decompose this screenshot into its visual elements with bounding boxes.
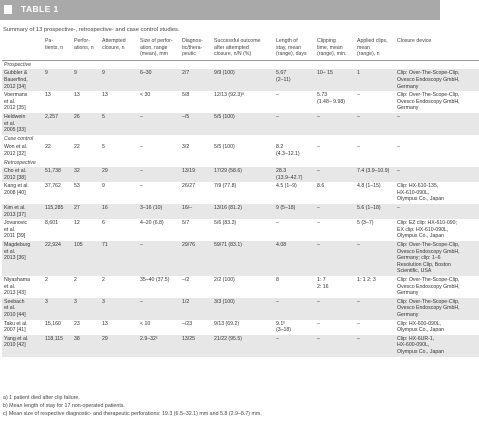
table-cell: 13: [102, 320, 108, 327]
table-cell: 3/2: [182, 144, 190, 151]
table-cell: 8,601: [45, 220, 58, 227]
study-cell: Gubbler & Bauerfind, 2012 [34]: [2, 69, 43, 91]
table-cell: –: [355, 113, 395, 135]
table-cell: 9: [43, 69, 72, 91]
table-cell: 5/8: [182, 92, 190, 99]
table-cell: 6: [102, 220, 105, 227]
table-cell: 1/2: [180, 298, 212, 320]
table-cell: 13: [102, 92, 108, 99]
study-cell: Heldwein et al. 2005 [33]: [2, 113, 43, 135]
table-cell: 17/29 (58.6): [212, 167, 274, 182]
study-cell: Cho et al. 2012 [38]: [2, 167, 43, 182]
study-cell: Taku et al. 2007 [41]: [4, 320, 28, 334]
table-cell: 3: [72, 298, 100, 320]
table-cell: 2.9–32ᶜ: [138, 335, 180, 357]
study-cell: Yang et al. 2010 [42]: [2, 335, 43, 357]
table-cell: 22,924: [43, 241, 72, 276]
table-header: [2, 37, 479, 60]
studies-table: [2, 37, 479, 357]
table-cell: 9: [72, 69, 100, 91]
table-cell: 10– 15: [315, 69, 355, 91]
study-cell: Kang et al. 2008 [40]: [4, 183, 29, 196]
table-cell: 22: [74, 144, 80, 151]
table-cell: 51,738: [43, 167, 72, 182]
study-cell: Jovanovic et al. 2011 [39]: [4, 220, 28, 240]
column-header: Clipping time, mean (range), min.: [315, 37, 355, 60]
table-cell: 13: [45, 92, 51, 99]
table-cell: –: [138, 241, 180, 276]
column-header: [2, 37, 43, 60]
table-cell: –: [138, 167, 180, 182]
table-cell: Clip: HX-6UR-1, HX-600-090L, Olympus Co., Japan: [395, 335, 479, 357]
table-cell: –: [138, 298, 180, 320]
table-cell: 5/5 (100): [212, 113, 274, 135]
table-cell: Clip: EZ clip: HX-610-090; EX clip: HX-610-090L, Olympus Co., Japan: [397, 220, 457, 240]
table-cell: –/23: [182, 320, 193, 327]
table-cell: 9.1ᵇ (3–18): [276, 320, 291, 334]
table-cell: 2/7: [180, 69, 212, 91]
table-cell: 23: [74, 320, 80, 327]
table-cell: Clip: Over-The-Scope-Clip, Ovesco Endoscopy GmbH, Germany: [395, 69, 479, 91]
table-cell: –: [274, 113, 315, 135]
study-cell: Won et al. 2012 [32]: [4, 144, 28, 157]
table-cell: 16: [100, 204, 138, 219]
table-row: [2, 204, 479, 219]
table-row: [2, 320, 479, 335]
table-cell: 4–20 (6.8): [140, 220, 164, 227]
table-cell: 12/13 (92.3)ᵃ: [214, 92, 244, 99]
table-cell: 37,762: [45, 183, 61, 190]
table-cell: –: [357, 144, 360, 151]
table-row: [2, 143, 479, 158]
table-cell: 2: [74, 277, 77, 283]
table-cell: –: [315, 241, 355, 276]
table-cell: 5: [102, 144, 105, 151]
table-cell: 4.5 (1–9): [276, 183, 297, 190]
table-title-bar: [0, 0, 440, 20]
table-cell: 8: [276, 277, 279, 283]
table-cell: 59/71 (83.1): [212, 241, 274, 276]
table-cell: 21/22 (95.5): [212, 335, 274, 357]
table-cell: –: [315, 204, 355, 219]
table-cell: –: [317, 320, 320, 327]
table-cell: < 10: [140, 320, 151, 327]
column-header: Closure device: [395, 37, 479, 60]
table-cell: –: [315, 335, 355, 357]
table-title: TABLE 1: [21, 4, 59, 14]
table-cell: 32: [72, 167, 100, 182]
table-cell: 118,115: [43, 335, 72, 357]
table-cell: Clip: HX-600-090L, Olympus Co., Japan: [397, 320, 444, 334]
table-cell: 5/6 (83.3): [214, 220, 237, 227]
table-cell: 2/2 (100): [214, 277, 235, 283]
table-row: [2, 298, 479, 320]
table-cell: 1: [355, 69, 395, 91]
table-cell: –: [274, 298, 315, 320]
table-cell: 13/25: [180, 335, 212, 357]
table-cell: 1: 7 2: 16: [317, 277, 329, 290]
table-cell: < 30: [140, 92, 151, 99]
table-cell: –: [397, 144, 400, 151]
table-cell: 4.08: [274, 241, 315, 276]
section-row: [2, 159, 479, 168]
table-cell: 16/–: [180, 204, 212, 219]
table-cell: 7/9 (77.8): [214, 183, 237, 190]
column-header: Successful outcome after attempted closure, n/N (%): [212, 37, 274, 60]
table-cell: 5.67 (2–11): [274, 69, 315, 91]
column-header: Length of stay, mean (range), days: [274, 37, 315, 60]
section-row: [2, 135, 479, 144]
table-cell: –: [355, 298, 395, 320]
table-cell: 12: [74, 220, 80, 227]
column-header: Attempted closure, n: [100, 37, 138, 60]
table-cell: –: [357, 92, 360, 99]
table-body: [2, 60, 479, 356]
table-cell: Clip: HX-610-135, HX-610-090L, Olympus Co., Japan: [397, 183, 444, 203]
table-row: [2, 91, 479, 113]
column-header: Diagnos- tic/thera- peutic: [180, 37, 212, 60]
footnote: a) 1 patient died after clip failure.: [3, 395, 80, 401]
table-cell: 26/27: [182, 183, 195, 190]
column-header: Applied clips, mean (range), n: [355, 37, 395, 60]
table-cell: 2: [102, 277, 105, 283]
study-cell: Niyashama et al. 2013 [43]: [4, 277, 30, 297]
table-cell: –/5: [180, 113, 212, 135]
table-cell: 13/19: [180, 167, 212, 182]
table-cell: 53: [74, 183, 80, 190]
table-cell: 5/7: [182, 220, 190, 227]
section-label: Case control: [4, 135, 34, 142]
table-cell: 35–40 (37.5): [140, 277, 170, 283]
table-row: [2, 335, 479, 357]
table-cell: 5.6 (1–18): [355, 204, 395, 219]
table-cell: 22: [45, 144, 51, 151]
title-square-icon: [4, 5, 12, 14]
section-row: [2, 60, 479, 69]
table-cell: –: [395, 167, 479, 182]
table-cell: –: [140, 144, 143, 151]
table-cell: –: [395, 204, 479, 219]
table-cell: 9: [100, 69, 138, 91]
table-cell: –: [140, 183, 143, 190]
table-cell: 5/5 (100): [214, 144, 235, 151]
table-cell: –: [276, 92, 279, 99]
table-cell: 4.8 (1–15): [357, 183, 381, 190]
table-cell: 3–16 (10): [138, 204, 180, 219]
section-label: Prospective: [4, 61, 32, 68]
table-cell: 13: [74, 92, 80, 99]
table-cell: 3/3 (100): [212, 298, 274, 320]
table-cell: –: [274, 335, 315, 357]
table-cell: –: [315, 113, 355, 135]
table-cell: 3: [43, 298, 72, 320]
table-cell: 28.3 (13.9–42.7): [274, 167, 315, 182]
table-cell: –: [357, 320, 360, 327]
table-row: [2, 69, 479, 91]
table-cell: 9 (5–18): [274, 204, 315, 219]
table-cell: 29/76: [180, 241, 212, 276]
study-cell: Kim et al. 2013 [37]: [2, 204, 43, 219]
table-cell: Clip: Over-The-Scope-Clip, Ovesco Endoscopy GmbH, Germany: [397, 92, 460, 112]
table-cell: 71: [100, 241, 138, 276]
table-cell: 9/13 (69.2): [214, 320, 240, 327]
table-cell: 5 (3–7): [357, 220, 374, 227]
table-cell: 5.73 (1.48– 9.98): [317, 92, 345, 105]
header-row: [2, 37, 479, 60]
table-cell: 2,257: [43, 113, 72, 135]
table-cell: 115,285: [43, 204, 72, 219]
table-cell: 7.4 (3.9–10.9): [355, 167, 395, 182]
column-header: Pa- tients, n: [43, 37, 72, 60]
table-cell: 8.6: [317, 183, 325, 190]
table-cell: 8.2 (4.3–12.1): [276, 144, 300, 157]
table-cell: 105: [72, 241, 100, 276]
study-cell: Voermans et al. 2012 [35]: [4, 92, 28, 112]
table-row: [2, 276, 479, 298]
table-cell: Clip: Over-The-Scope-Clip, Ovesco Endoscopy GmbH, Germany: [395, 298, 479, 320]
table-row: [2, 219, 479, 241]
table-cell: –: [317, 220, 320, 227]
footnote: b) Mean length of stay for 17 non-operated patients.: [3, 403, 125, 409]
table-cell: –: [317, 144, 320, 151]
table-cell: Clip: Over-The-Scope-Clip, Ovesco Endoscopy GmbH, Germany; clip: 1–6 Resolution Clip, Boston Scientific, USA: [395, 241, 479, 276]
table-cell: 27: [72, 204, 100, 219]
table-cell: –: [315, 167, 355, 182]
table-cell: –: [355, 241, 395, 276]
table-caption: Summary of 13 prospective-, retrospective- and case control studies.: [3, 27, 180, 33]
section-label: Retrospective: [4, 159, 36, 166]
footnote: c) Mean size of respective diagnostic- and therapeutic perforations: 19.3 (6.5–32.1) mm and 5.8 (2.9–8.7) mm.: [3, 411, 262, 417]
table-cell: 26: [72, 113, 100, 135]
study-cell: Seebach et al. 2010 [44]: [2, 298, 43, 320]
table-row: [2, 167, 479, 182]
table-cell: 2: [45, 277, 48, 283]
table-cell: 13/16 (81.2): [212, 204, 274, 219]
table-cell: 29: [100, 167, 138, 182]
table-cell: 9/9 (100): [212, 69, 274, 91]
table-row: [2, 182, 479, 204]
table-cell: –: [138, 113, 180, 135]
table-cell: 5: [100, 113, 138, 135]
table-cell: –: [276, 220, 279, 227]
column-header: Perfor- ations, n: [72, 37, 100, 60]
column-header: Size of perfor- ation, range (mean), mm: [138, 37, 180, 60]
table-row: [2, 241, 479, 276]
table-cell: –: [355, 335, 395, 357]
table-cell: –/2: [182, 277, 190, 283]
table-cell: Clip: Over-The-Scope-Clip, Ovesco Endoscopy GmbH, Germany: [397, 277, 460, 297]
table-cell: 29: [100, 335, 138, 357]
table-cell: –: [315, 298, 355, 320]
table-cell: 1: 1 2: 3: [357, 277, 376, 283]
table-cell: –: [395, 113, 479, 135]
footnotes: [3, 394, 262, 418]
table-cell: 9: [102, 183, 105, 190]
table-cell: 15,160: [45, 320, 61, 327]
study-cell: Magdeburg et al. 2013 [36]: [2, 241, 43, 276]
table-cell: 6–30: [138, 69, 180, 91]
table-row: [2, 113, 479, 135]
table-cell: 38: [72, 335, 100, 357]
table-cell: 3: [100, 298, 138, 320]
